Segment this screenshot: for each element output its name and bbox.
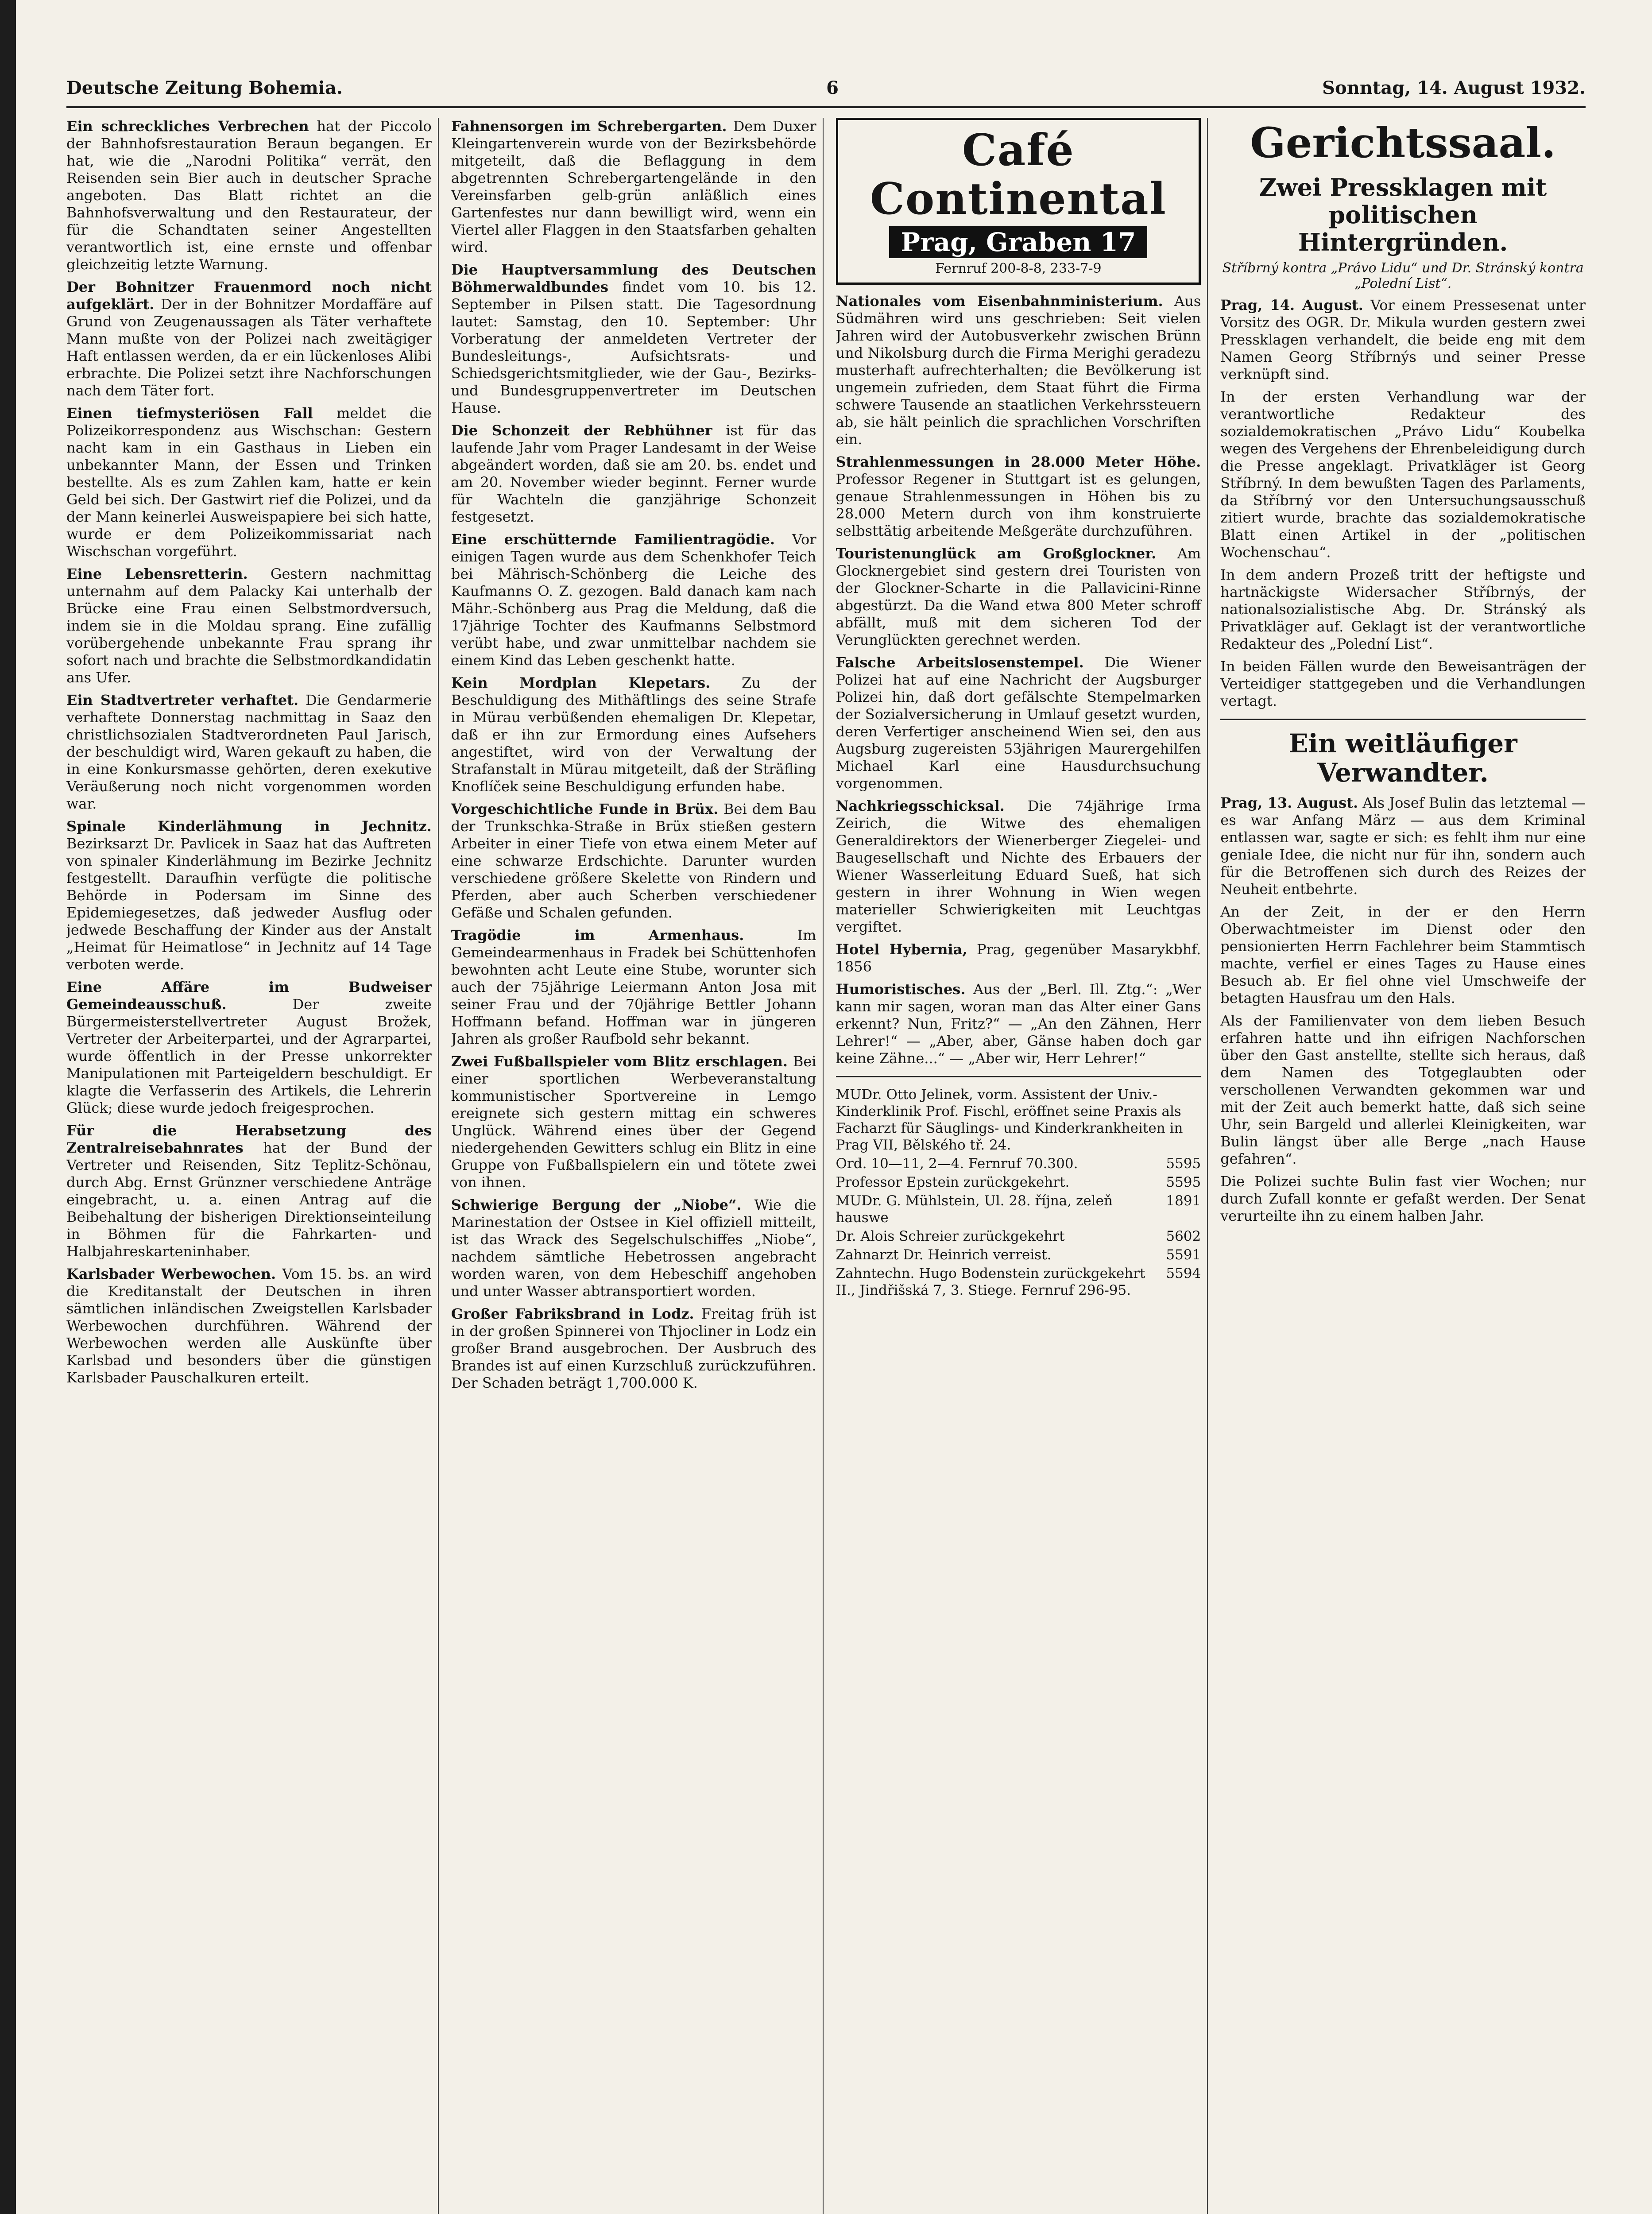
classified-ad xyxy=(836,1192,1201,1226)
article-lead: Kein Mordplan Klepetars. xyxy=(451,674,711,691)
classified-ad xyxy=(836,1228,1201,1245)
article-lead: Eine erschütternde Familientragödie. xyxy=(451,531,775,548)
article-paragraph xyxy=(451,261,816,417)
classified-number: 5602 xyxy=(1166,1228,1201,1244)
article-lead: Vorgeschichtliche Funde in Brüx. xyxy=(451,801,719,817)
article-text: hat der Bund der Vertreter und Reisenden, Sitz Teplitz-Schönau, durch Abg. Ernst Grünzner verschiedene Anträge eingebracht, u. a. einen Antrag auf die Beibehaltung der bisherigen Direktionseinteilung in Böhmen für die Fahrkarten- und Halbjahreskarteninhaber. xyxy=(66,1139,432,1260)
classified-number: 5594 xyxy=(1166,1266,1201,1281)
section-title: Gerichtssaal. xyxy=(1250,119,1556,167)
article-paragraph xyxy=(1220,1173,1586,1225)
article-lead: Prag, 13. August. xyxy=(1220,794,1358,811)
cafe-advertisement xyxy=(836,118,1201,285)
article-paragraph xyxy=(836,545,1201,649)
column-3-articles xyxy=(836,293,1201,1067)
article-lead: Eine Affäre im Budweiser Gemeindeausschuß. xyxy=(66,979,432,1013)
column-2 xyxy=(451,118,824,2214)
article-text: ist für das laufende Jahr vom Prager Landesamt in der Weise abgeändert worden, daß sie am 20. bs. endet und am 20. November wieder beginnt. Ferner wurde für Wachteln die ganzjährige Schonzeit festgesetzt. xyxy=(451,422,816,525)
article-lead: Nachkriegsschicksal. xyxy=(836,797,1005,814)
page-header xyxy=(66,75,1586,108)
article-paragraph xyxy=(451,422,816,526)
article-text: Prag, gegenüber Masarykbhf. 1856 xyxy=(836,941,1201,975)
article-paragraph xyxy=(66,279,432,399)
article-text: Vor einem Pressesenat unter Vorsitz des OGR. Dr. Mikula wurden gestern zwei Pressklagen verhandelt, die beide eng mit dem Namen Georg Stříbrnýs und seiner Presse verknüpft sind. xyxy=(1220,297,1586,383)
classified-number: 1891 xyxy=(1166,1193,1201,1209)
page-number: 6 xyxy=(826,77,839,98)
article-lead: Zwei Fußballspieler vom Blitz erschlagen. xyxy=(451,1053,788,1070)
scan-gutter xyxy=(0,0,16,2214)
second-headline: Ein weitläufiger Verwandter. xyxy=(1288,728,1517,788)
article-lead: Für die Herabsetzung des Zentralreisebahnrates xyxy=(66,1122,432,1156)
article-paragraph xyxy=(451,1053,816,1191)
article-paragraph xyxy=(836,654,1201,792)
article-text: Wie die Marinestation der Ostsee in Kiel offiziell mitteilt, ist das Wrack des Segelschulschiffes „Niobe“, nachdem sämtliche Hebetrossen angebracht worden waren, von dem Hebeschiff angehoben und unter Wasser abtransportiert worden. xyxy=(451,1196,816,1300)
article-paragraph xyxy=(1220,1012,1586,1168)
classified-ad xyxy=(836,1155,1201,1172)
article-text: Bei einer sportlichen Werbeveranstaltung kommunistischer Sportvereine in Lemgo ereignete sich gestern mittag ein schweres Unglück. Während eines über der Gegend niedergehenden Gewitters schlug ein Blitz in eine Gruppe von Fußballspielern ein und tötete zwei von ihnen. xyxy=(451,1053,816,1191)
article-lead: Großer Fabriksbrand in Lodz. xyxy=(451,1305,694,1322)
article-text: An der Zeit, in der er den Herrn Oberwachtmeister im Dienst oder den pensionierten Herrn Fachlehrer beim Stammtisch machte, verfiel er eines Tages zu Hause eines Besuch ab. Er fiel ohne viel Umschweife der betagten Hausfrau um den Hals. xyxy=(1220,903,1586,1006)
article-paragraph xyxy=(1220,297,1586,383)
article-paragraph xyxy=(451,1305,816,1392)
article-lead: Ein Stadtvertreter verhaftet. xyxy=(66,692,299,708)
article-paragraph xyxy=(1220,903,1586,1007)
article-paragraph xyxy=(836,293,1201,448)
article-paragraph xyxy=(66,565,432,686)
classified-ad xyxy=(836,1174,1201,1191)
divider xyxy=(836,1076,1201,1077)
headline: Zwei Pressklagen mit politischen Hintergründen. xyxy=(1259,173,1547,256)
classified-text: Zahntechn. Hugo Bodenstein zurückgekehrt II., Jindřišská 7, 3. Stiege. Fernruf 296-95. xyxy=(836,1266,1145,1298)
article-paragraph xyxy=(66,818,432,973)
classified-ad xyxy=(836,1246,1201,1263)
article-paragraph xyxy=(1220,566,1586,653)
article-paragraph xyxy=(1220,794,1586,898)
article-text: Gestern nachmittag unternahm auf dem Palacky Kai unterhalb der Brücke eine Frau einen Selbstmordversuch, indem sie in die Moldau sprang. Eine zufällig vorübergehende unbekannte Frau sprang ihr sofort nach und brachte die Selbstmordkandidatin ans Ufer. xyxy=(66,565,432,686)
article-text: Die Gendarmerie verhaftete Donnerstag nachmittag in Saaz den christlichsozialen Stadtverordneten Paul Jarisch, der beschuldigt wird, Waren gekauft zu haben, die in eine Konkursmasse gehörten, deren exekutive Veräußerung noch nicht vorgenommen worden war. xyxy=(66,692,432,812)
divider xyxy=(1220,719,1586,720)
article-text: In dem andern Prozeß tritt der heftigste und hartnäckigste Widersacher Stříbrnýs, der nationalsozialistische Abg. Dr. Stránský als Privatkläger auf. Geklagt ist der verantwortliche Redakteur des „Polední List“. xyxy=(1220,566,1586,652)
classified-text: MUDr. Otto Jelinek, vorm. Assistent der Univ.-Kinderklinik Prof. Fischl, eröffnet seine Praxis als Facharzt für Säuglings- und Kinderkrankheiten in Prag VII, Bělského tř. 24. xyxy=(836,1087,1183,1153)
article-paragraph xyxy=(836,981,1201,1067)
article-paragraph xyxy=(451,118,816,256)
article-paragraph xyxy=(836,941,1201,975)
classified-number: 5591 xyxy=(1166,1247,1201,1263)
article-lead: Eine Lebensretterin. xyxy=(66,565,248,582)
article-paragraph xyxy=(451,801,816,921)
article-paragraph xyxy=(66,692,432,813)
article-text: Die 74jährige Irma Zeirich, die Witwe des ehemaligen Generaldirektors der Wienerberger Ziegelei- und Baugesellschaft und Nichte des Erbauers der Wiener Wasserleitung Eduard Sueß, hat sich gestern in ihrer Wohnung in Wien wegen materieller Schwierigkeiten mit Leuchtgas vergiftet. xyxy=(836,797,1201,935)
article-text: Aus der „Berl. Ill. Ztg.“: „Wer kann mir sagen, woran man das Alter einer Gans erkennt? Nun, Fritz?“ — „An den Zähnen, Herr Lehrer!“ — „Aber, aber, Gänse haben doch gar keine Zähne...“ — „Aber wir, Herr Lehrer!“ xyxy=(836,981,1201,1067)
column-4-articles xyxy=(1220,297,1586,710)
article-lead: Nationales vom Eisenbahnministerium. xyxy=(836,293,1163,310)
classified-text: MUDr. G. Mühlstein, Ul. 28. října, zeleň hauswe xyxy=(836,1193,1113,1226)
article-text: Im Gemeindearmenhaus in Fradek bei Schüttenhofen bewohnten acht Leute eine Stube, worunter sich auch der 75jährige Leiermann Anton Josa mit seiner Frau und der 70jährige Bettler Johann Hoffmann befand. Hoffman war in jüngeren Jahren als großer Raufbold sehr bekannt. xyxy=(451,927,816,1047)
article-paragraph xyxy=(66,405,432,560)
article-text: hat der Piccolo der Bahnhofsrestauration Beraun begangen. Er hat, wie die „Narodni Politika“ verrät, den Reisenden sein Bier auch in deutscher Sprache angeboten. Das Blatt richtet an die Bahnhofsverwaltung und den Restaurateur, der für die Schandtaten seiner Angestellten verantwortlich ist, eine ernste und offenbar gleichzeitig letzte Warnung. xyxy=(66,118,432,273)
article-paragraph xyxy=(66,979,432,1117)
classified-number: 5595 xyxy=(1166,1174,1201,1190)
issue-date: Sonntag, 14. August 1932. xyxy=(1322,77,1586,98)
article-text: Vom 15. bs. an wird die Kreditanstalt der Deutschen in ihren sämtlichen inländischen Zweigstellen Karlsbader Werbewochen durchführen. Während der Werbewochen werden alle Auskünfte über Karlsbad und besonders über die günstigen Karlsbader Pauschalkuren erteilt. xyxy=(66,1266,432,1386)
column-4-articles-2 xyxy=(1220,794,1586,1225)
article-text: Am Glocknergebiet sind gestern drei Touristen von der Glockner-Scharte in die Pallavicini-Rinne abgestürzt. Da die Wand etwa 800 Meter schroff abfällt, muß mit dem sicheren Tod der Verunglückten gerechnet werden. xyxy=(836,545,1201,648)
classified-ad xyxy=(836,1265,1201,1299)
byline: Stříbrný kontra „Právo Lidu“ und Dr. Stránský kontra „Polední List“. xyxy=(1222,260,1584,291)
classified-text: Dr. Alois Schreier zurückgekehrt xyxy=(836,1228,1065,1244)
article-lead: Hotel Hybernia, xyxy=(836,941,967,958)
article-lead: Karlsbader Werbewochen. xyxy=(66,1266,276,1282)
masthead-title: Deutsche Zeitung Bohemia. xyxy=(66,77,343,98)
article-paragraph xyxy=(451,674,816,795)
article-text: Vor einigen Tagen wurde aus dem Schenkhofer Teich bei Mährisch-Schönberg die Leiche des Kaufmanns O. Z. gezogen. Bald danach kam nach Mähr.-Schönberg aus Prag die Meldung, daß die 17jährige Tochter des Kaufmanns Selbstmord verübt habe, und zwar unmittelbar nachdem sie einem Kind das Leben geschenkt hatte. xyxy=(451,531,816,669)
classified-text: Zahnarzt Dr. Heinrich verreist. xyxy=(836,1247,1052,1263)
article-lead: Strahlenmessungen in 28.000 Meter Höhe. xyxy=(836,453,1201,470)
article-lead: Schwierige Bergung der „Niobe“. xyxy=(451,1196,742,1213)
article-paragraph xyxy=(836,453,1201,540)
article-lead: Falsche Arbeitslosenstempel. xyxy=(836,654,1084,671)
ad-address: Prag, Graben 17 xyxy=(889,226,1147,258)
article-paragraph xyxy=(1220,658,1586,710)
article-text: Als der Familienvater von dem lieben Besuch erfahren hatte und ihn eifrigen Nachforschen über den Gast anstellte, stellte sich heraus, daß dem Namen des Totgeglaubten oder verschollenen Verwandten gekommen war und mit der Zeit auch bemerkt hatte, daß sich seine Uhr, sein Bargeld und allerlei Kleinigkeiten, war Bulin längst über alle Berge „nach Hause gefahren“. xyxy=(1220,1012,1586,1167)
article-lead: Einen tiefmysteriösen Fall xyxy=(66,405,313,422)
column-4 xyxy=(1220,118,1586,2214)
columns xyxy=(66,118,1586,2214)
article-paragraph xyxy=(66,118,432,273)
article-text: Die Wiener Polizei hat auf eine Nachricht der Augsburger Polizei hin, daß dort gefälschte Stempelmarken der Sozialversicherung in Umlauf gesetzt wurden, deren Verfertiger anscheinend Wien sei, den aus Augsburg zugereisten 53jährigen Maurergehilfen Michael Karl eine Hausdurchsuchung vorgenommen. xyxy=(836,654,1201,792)
classified-ads xyxy=(836,1086,1201,1299)
article-text: Dem Duxer Kleingartenverein wurde von der Bezirksbehörde mitgeteilt, daß die Beflaggung in dem abgetrennten Schrebergartengelände in den Vereinsfarben gelb-grün anläßlich eines Gartenfestes nur dann bewilligt wird, wenn ein Viertel aller Flaggen in den Staatsfarben gehalten wird. xyxy=(451,118,816,255)
article-text: Freitag früh ist in der großen Spinnerei von Thjocliner in Lodz ein großer Brand ausgebrochen. Der Ausbruch des Brandes ist auf einen Kurzschluß zurückzuführen. Der Schaden beträgt 1,700.000 K. xyxy=(451,1305,816,1391)
article-text: Als Josef Bulin das letztemal — es war Anfang März — aus dem Kriminal entlassen war, sagte er sich: es fehlt ihm nur eine geniale Idee, die nicht nur für ihn, sondern auch für die Betroffenen sich durch des Reizes der Neuheit entbehrte. xyxy=(1220,794,1586,898)
article-lead: Die Hauptversammlung des Deutschen Böhmerwaldbundes xyxy=(451,261,816,295)
article-text: Professor Regener in Stuttgart ist es gelungen, genaue Strahlenmessungen in Höhen bis zu 28.000 Metern durch von ihm konstruierte selbsttätig arbeitende Meßgeräte durchzuführen. xyxy=(836,471,1201,539)
article-text: In beiden Fällen wurde den Beweisanträgen der Verteidiger stattgegeben und die Verhandlungen vertagt. xyxy=(1220,658,1586,709)
classified-ad xyxy=(836,1086,1201,1153)
column-1 xyxy=(66,118,439,2214)
article-lead: Touristenunglück am Großglockner. xyxy=(836,545,1157,562)
article-lead: Ein schreckliches Verbrechen xyxy=(66,118,309,135)
article-paragraph xyxy=(451,531,816,669)
article-text: In der ersten Verhandlung war der verantwortliche Redakteur des sozialdemokratischen „Právo Lidu“ Koubelka wegen des Vergehens der Ehrenbeleidigung durch die Presse angeklagt. Privatkläger ist Georg Stříbrný. In dem bewußten Tagen des Parlaments, da Stříbrný vor den Untersuchungsausschuß zitiert wurde, brachte das sozialdemokratische Blatt einen Artikel in der „politischen Wochenschau“. xyxy=(1220,388,1586,561)
article-text: meldet die Polizeikorrespondenz aus Wischschan: Gestern nacht kam in ein Gasthaus in Lieben ein unbekannter Mann, der Essen und Trinken bestellte. Als es zum Zahlen kam, hatte er kein Geld bei sich. Der Gastwirt rief die Polizei, und da der Mann keinerlei Ausweispapiere bei sich hatte, wurde er dem Polizeikommissariat nach Wischschan vorgeführt. xyxy=(66,405,432,560)
article-text: findet vom 10. bis 12. September in Pilsen statt. Die Tagesordnung lautet: Samstag, den 10. September: Uhr Vorberatung der anmeldeten Vertreter der Bundesleitungs-, Aufsichtsrats- und Schiedsgerichtsmitglieder, wie der Gau-, Bezirks- und Bundesgruppenvertreter im Deutschen Hause. xyxy=(451,279,816,416)
article-paragraph xyxy=(1220,388,1586,561)
article-text: Bei dem Bau der Trunkschka-Straße in Brüx stießen gestern Arbeiter in einer Tiefe von etwa einem Meter auf eine schwarze Erdschichte. Darunter wurden verschiedene größere Skelette von Rindern und Pferden, aber auch Scherben verschiedener Gefäße und Schalen gefunden. xyxy=(451,801,816,921)
article-lead: Der Bohnitzer Frauenmord noch nicht aufgeklärt. xyxy=(66,279,432,313)
article-lead: Die Schonzeit der Rebhühner xyxy=(451,422,712,439)
column-3 xyxy=(836,118,1208,2214)
article-paragraph xyxy=(836,797,1201,936)
article-paragraph xyxy=(451,1196,816,1300)
article-text: Der zweite Bürgermeisterstellvertreter August Brožek, Vertreter der Arbeiterpartei, und der Agrarpartei, wurde öffentlich in der Presse unkorrekter Manipulationen mit Parteigeldern beschuldigt. Er klagte die Verfasserin des Artikels, die Lehrerin Glück; diese wurde jedoch freigesprochen. xyxy=(66,996,432,1116)
article-lead: Spinale Kinderlähmung in Jechnitz. xyxy=(66,818,432,835)
article-text: Bezirksarzt Dr. Pavlicek in Saaz hat das Auftreten von spinaler Kinderlähmung im Bezirke Jechnitz festgestellt. Daraufhin verfügte die politische Behörde in Podersam im Sinne des Epidemiegesetzes, daß jedweder Ausflug oder jedwede Beschaffung der Kinder aus der Anstalt „Heimat für Heimatlose“ in Jechnitz auf 14 Tage verboten werde. xyxy=(66,835,432,973)
article-text: Aus Südmähren wird uns geschrieben: Seit vielen Jahren wird der Autobusverkehr zwischen Brünn und Nikolsburg durch die Firma Merighi geradezu musterhaft aufrechterhalten; die Bevölkerung ist ungemein zufrieden, dem Staat führt die Firma schwere Tausende an staatlichen Verkehrssteuern ab, sie hält peinlich die sprachlichen Vorschriften ein. xyxy=(836,293,1201,448)
ad-phone: Fernruf 200-8-8, 233-7-9 xyxy=(935,261,1102,276)
article-lead: Tragödie im Armenhaus. xyxy=(451,927,744,944)
classified-number: 5595 xyxy=(1166,1156,1201,1172)
ad-name: Café Continental xyxy=(870,125,1167,224)
article-text: Die Polizei suchte Bulin fast vier Wochen; nur durch Zufall konnte er gefaßt werden. Der Senat verurteilte ihn zu einem halben Jahr. xyxy=(1220,1173,1586,1224)
article-paragraph xyxy=(66,1122,432,1260)
article-lead: Humoristisches. xyxy=(836,981,966,998)
classified-text: Ord. 10—11, 2—4. Fernruf 70.300. xyxy=(836,1156,1078,1172)
classified-text: Professor Epstein zurückgekehrt. xyxy=(836,1174,1070,1190)
article-lead: Prag, 14. August. xyxy=(1220,297,1363,314)
article-paragraph xyxy=(451,927,816,1048)
article-lead: Fahnensorgen im Schrebergarten. xyxy=(451,118,727,135)
article-text: Der in der Bohnitzer Mordaffäre auf Grund von Zeugenaussagen als Täter verhaftete Mann mußte von der Polizei nach zweitägiger Haft entlassen werden, da er ein lückenloses Alibi erbrachte. Die Polizei setzt ihre Nachforschungen nach dem Täter fort. xyxy=(66,296,432,399)
article-paragraph xyxy=(66,1266,432,1386)
article-text: Zu der Beschuldigung des Mithäftlings des seine Strafe in Mürau verbüßenden ehemaligen Dr. Klepetar, daß er ihn zur Ermordung eines Aufsehers angestiftet, wird von der Verwaltung der Strafanstalt in Mürau mitgeteilt, daß der Sträfling Knoflíček seine Beschuldigung erfunden habe. xyxy=(451,674,816,795)
